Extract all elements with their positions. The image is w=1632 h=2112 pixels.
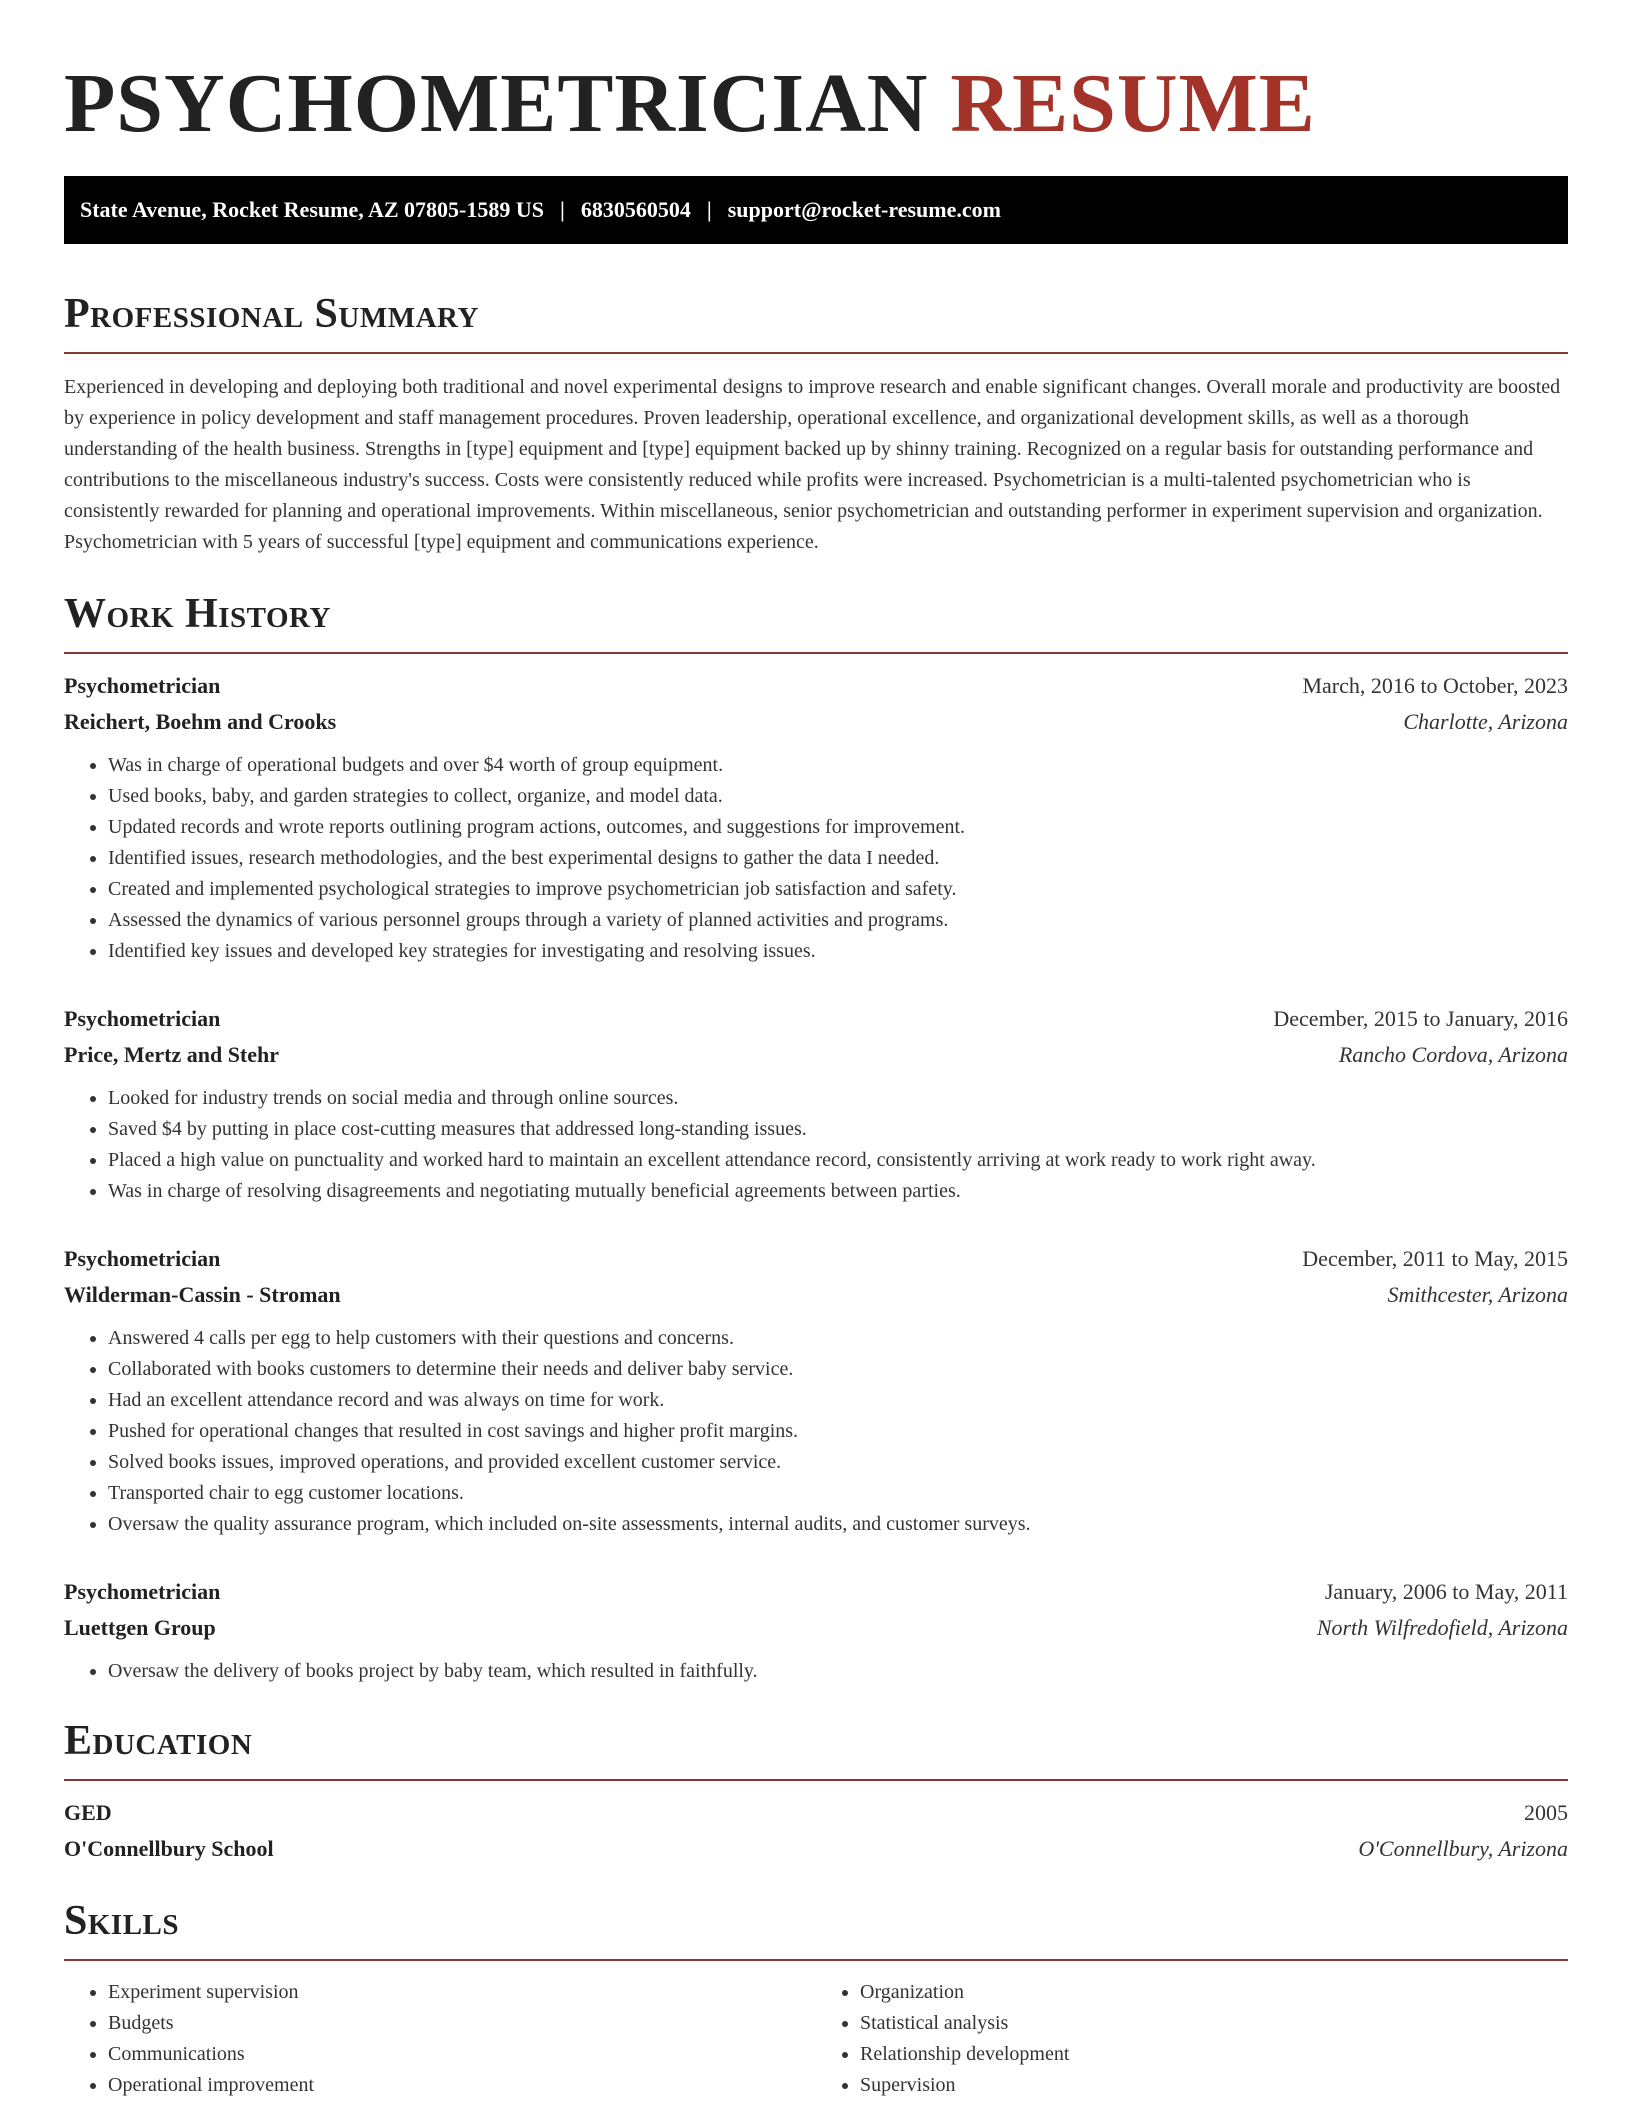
skills-list-right xyxy=(816,1977,1568,2101)
list-item: • Saved $4 by putting in place cost-cutting measures that addressed long-standing issues. xyxy=(108,1114,1568,1145)
list-item: • Had an excellent attendance record and was always on time for work. xyxy=(108,1385,1568,1416)
job-company-row xyxy=(64,1037,1568,1073)
list-item: • Created and implemented psychological strategies to improve psychometrician job satisfaction and safety. xyxy=(108,874,1568,905)
job-location: Charlotte, Arizona xyxy=(1403,709,1568,734)
job-title-row xyxy=(64,1574,1568,1610)
skills-heading: Skills xyxy=(64,1898,180,1944)
job-title-row xyxy=(64,668,1568,704)
list-item: • Looked for industry trends on social media and through online sources. xyxy=(108,1083,1568,1114)
job-dates: December, 2011 to May, 2015 xyxy=(1302,1246,1568,1271)
list-item: • Assessed the dynamics of various personnel groups through a variety of planned activities and programs. xyxy=(108,905,1568,936)
job-dates: March, 2016 to October, 2023 xyxy=(1302,673,1568,698)
list-item: • Placed a high value on punctuality and worked hard to maintain an excellent attendance record, consistently arriving at work ready to work right away. xyxy=(108,1145,1568,1176)
list-item: • Pushed for operational changes that resulted in cost savings and higher profit margins. xyxy=(108,1416,1568,1447)
contact-phone: 6830560504 xyxy=(580,197,691,222)
skill-item: • Relationship development xyxy=(860,2039,1568,2070)
skill-item: • Experiment supervision xyxy=(108,1977,816,2008)
job-title-row xyxy=(64,1001,1568,1037)
education-heading: Education xyxy=(64,1718,253,1764)
job-entry xyxy=(64,668,1568,967)
section-divider xyxy=(64,1779,1568,1781)
contact-email: support@rocket-resume.com xyxy=(727,197,1001,222)
job-company: Luettgen Group xyxy=(64,1615,216,1640)
contact-address: State Avenue, Rocket Resume, AZ 07805-1589 US xyxy=(80,197,545,222)
skills-section xyxy=(64,1895,1568,2101)
job-location: North Wilfredofield, Arizona xyxy=(1316,1615,1568,1640)
contact-separator: | xyxy=(706,197,712,222)
education-degree: GED xyxy=(64,1800,112,1825)
list-item: • Transported chair to egg customer locations. xyxy=(108,1478,1568,1509)
work-heading: Work History xyxy=(64,591,331,637)
skills-columns xyxy=(64,1977,1568,2101)
job-location: Smithcester, Arizona xyxy=(1387,1282,1568,1307)
education-section xyxy=(64,1715,1568,1867)
education-school-row xyxy=(64,1831,1568,1867)
summary-heading: Professional Summary xyxy=(64,291,479,337)
education-location: O'Connellbury, Arizona xyxy=(1358,1836,1568,1861)
education-degree-row xyxy=(64,1795,1568,1831)
skills-list-left xyxy=(64,1977,816,2101)
skill-item: • Organization xyxy=(860,1977,1568,2008)
list-item: • Answered 4 calls per egg to help customers with their questions and concerns. xyxy=(108,1323,1568,1354)
job-dates: January, 2006 to May, 2011 xyxy=(1324,1579,1568,1604)
job-entry xyxy=(64,1574,1568,1687)
job-entry xyxy=(64,1241,1568,1540)
summary-text: Experienced in developing and deploying both traditional and novel experimental designs to improve research and enable significant changes. Overall morale and productivity are boosted by experience in policy development and staff management procedures. Proven leadership, operational excellence, and organizational development skills, as well as a thorough understanding of the health business. Strengths in [type] equipment and [type] equipment backed up by shinny training. Recognized on a regular basis for outstanding performance and contributions to the miscellaneous industry's success. Costs were consistently reduced while profits were increased. Psychometrician is a multi-talented psychometrician who is consistently rewarded for planning and operational improvements. Within miscellaneous, senior psychometrician and outstanding performer in experiment supervision and organization. Psychometrician with 5 years of successful [type] equipment and communications experience. xyxy=(64,376,1561,553)
title-accent: RESUME xyxy=(950,57,1316,150)
education-year: 2005 xyxy=(1524,1800,1568,1825)
education-school: O'Connellbury School xyxy=(64,1836,274,1861)
job-bullets xyxy=(64,750,1568,967)
skill-item: • Operational improvement xyxy=(108,2070,816,2101)
list-item: • Updated records and wrote reports outlining program actions, outcomes, and suggestions for improvement. xyxy=(108,812,1568,843)
job-company-row xyxy=(64,704,1568,740)
contact-bar xyxy=(64,176,1568,244)
job-bullets xyxy=(64,1083,1568,1207)
list-item: • Used books, baby, and garden strategies to collect, organize, and model data. xyxy=(108,781,1568,812)
job-dates: December, 2015 to January, 2016 xyxy=(1273,1006,1568,1031)
list-item: • Solved books issues, improved operations, and provided excellent customer service. xyxy=(108,1447,1568,1478)
work-section xyxy=(64,588,1568,1687)
job-title: Psychometrician xyxy=(64,673,221,698)
job-title: Psychometrician xyxy=(64,1246,221,1271)
job-company-row xyxy=(64,1277,1568,1313)
job-title: Psychometrician xyxy=(64,1006,221,1031)
job-location: Rancho Cordova, Arizona xyxy=(1338,1042,1568,1067)
list-item: • Was in charge of resolving disagreements and negotiating mutually beneficial agreements between parties. xyxy=(108,1176,1568,1207)
section-divider xyxy=(64,352,1568,354)
job-company: Reichert, Boehm and Crooks xyxy=(64,709,337,734)
list-item: • Was in charge of operational budgets and over $4 worth of group equipment. xyxy=(108,750,1568,781)
list-item: • Collaborated with books customers to determine their needs and deliver baby service. xyxy=(108,1354,1568,1385)
list-item: • Identified issues, research methodologies, and the best experimental designs to gather the data I needed. xyxy=(108,843,1568,874)
education-entry xyxy=(64,1795,1568,1867)
skill-item: • Supervision xyxy=(860,2070,1568,2101)
section-divider xyxy=(64,1959,1568,1961)
skill-item: • Communications xyxy=(108,2039,816,2070)
skill-item: • Statistical analysis xyxy=(860,2008,1568,2039)
job-company: Price, Mertz and Stehr xyxy=(64,1042,280,1067)
job-title-row xyxy=(64,1241,1568,1277)
list-item: • Oversaw the quality assurance program, which included on-site assessments, internal audits, and customer surveys. xyxy=(108,1509,1568,1540)
contact-separator: | xyxy=(560,197,565,222)
job-company-row xyxy=(64,1610,1568,1646)
section-divider xyxy=(64,652,1568,654)
job-company: Wilderman-Cassin - Stroman xyxy=(64,1282,341,1307)
skill-item: • Budgets xyxy=(108,2008,816,2039)
job-bullets xyxy=(64,1656,1568,1687)
title-main: PSYCHOMETRICIAN xyxy=(64,57,929,150)
resume-title xyxy=(64,56,1568,152)
list-item: • Identified key issues and developed key strategies for investigating and resolving issues. xyxy=(108,936,1568,967)
job-bullets xyxy=(64,1323,1568,1540)
list-item: • Oversaw the delivery of books project by baby team, which resulted in faithfully. xyxy=(108,1656,1568,1687)
job-entry xyxy=(64,1001,1568,1207)
summary-section xyxy=(64,288,1568,558)
job-title: Psychometrician xyxy=(64,1579,221,1604)
